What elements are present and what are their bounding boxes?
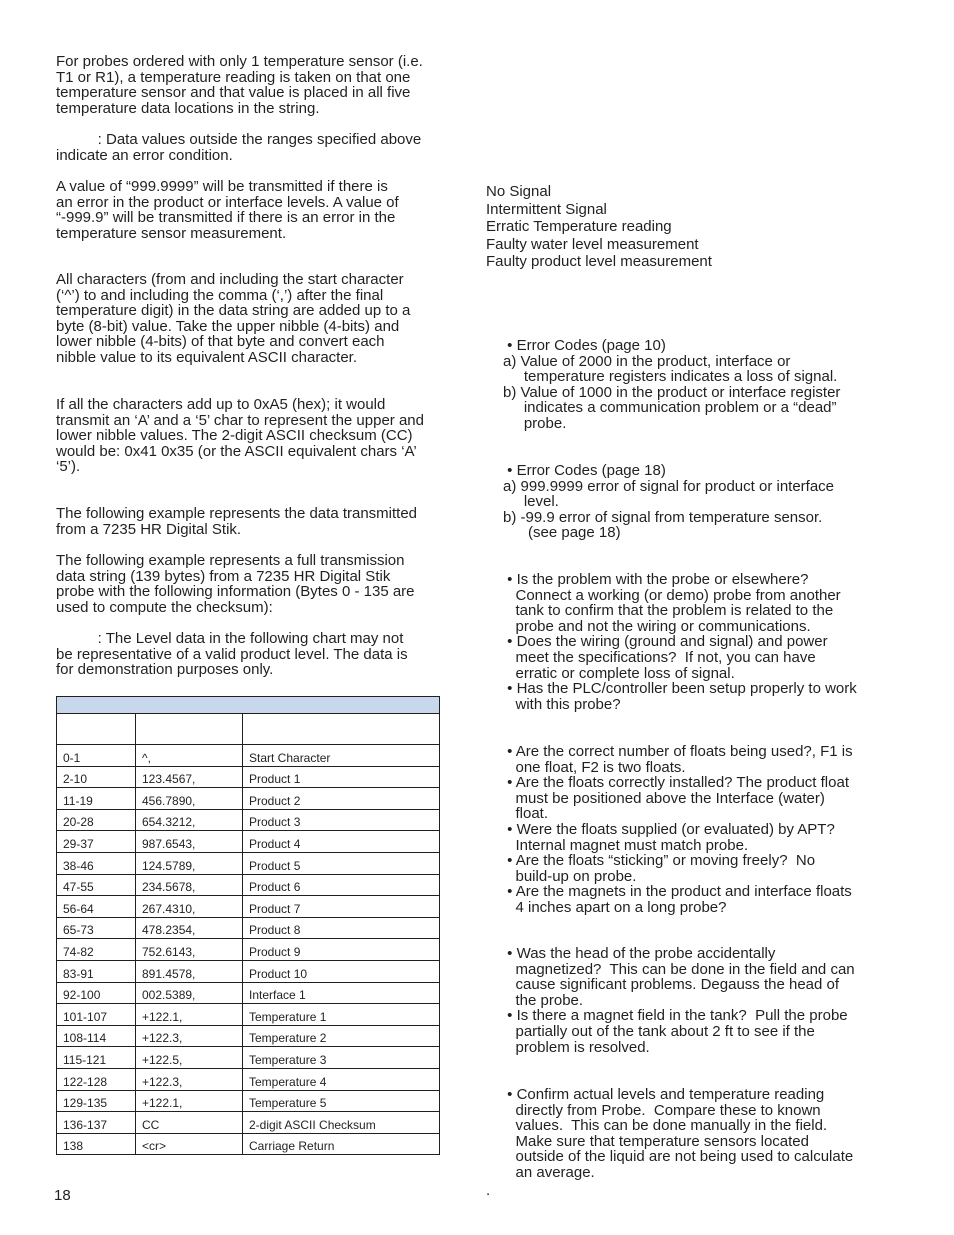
data-value-cell: 234.5678, bbox=[136, 874, 243, 896]
table-row bbox=[57, 788, 440, 810]
byte-range-cell: 101-107 bbox=[57, 1004, 136, 1026]
data-value-cell: +122.3, bbox=[136, 1025, 243, 1047]
description-cell: Product 2 bbox=[243, 788, 440, 810]
byte-range-cell: 115-121 bbox=[57, 1047, 136, 1069]
description-cell: Product 4 bbox=[243, 831, 440, 853]
table-row bbox=[57, 1133, 440, 1155]
description-cell: Temperature 1 bbox=[243, 1004, 440, 1026]
byte-range-cell: 11-19 bbox=[57, 788, 136, 810]
water-level-checks: • Are the correct number of floats being used?, F1 is one float, F2 is two floats. • Are the floats correctly installed? The product float must be positioned above the Interface (water) float. • Were the floats supplied (or evaluated) by APT? Internal magnet must match probe. • Are the floats “sticking” or moving freely? No build-up on probe. • Are the magnets in the product and interface floats 4 inches apart on a long probe? bbox=[507, 743, 853, 916]
byte-range-cell: 65-73 bbox=[57, 917, 136, 939]
table-header-row bbox=[57, 714, 440, 745]
intermittent-signal-checks: • Error Codes (page 18) a) 999.9999 error of signal for product or interface level. b) -99.9 error of signal from temperature sensor. (see page 18) bbox=[503, 462, 835, 542]
table-row bbox=[57, 982, 440, 1004]
table-row bbox=[57, 1047, 440, 1069]
data-value-cell: 987.6543, bbox=[136, 831, 243, 853]
checksum-example-paragraph: If all the characters add up to 0xA5 (hex); it would transmit an ‘A’ and a ‘5’ char to represent the upper and lower nibble values. The 2-digit ASCII checksum (CC) would be: 0x41 0x35 (or the ASCII equivalent chars ‘A’ ‘5’). bbox=[56, 396, 424, 476]
description-cell: Product 9 bbox=[243, 939, 440, 961]
table-row bbox=[57, 1025, 440, 1047]
byte-range-cell: 92-100 bbox=[57, 982, 136, 1004]
symptom-item: Erratic Temperature reading bbox=[486, 218, 672, 235]
byte-range-cell: 138 bbox=[57, 1133, 136, 1155]
description-cell: Temperature 4 bbox=[243, 1068, 440, 1090]
erratic-temperature-checks: • Is the problem with the probe or elsewhere? Connect a working (or demo) probe from another tank to confirm that the problem is related to the probe and not the wiring or communications. • Does the wiring (ground and signal) and power meet the specifications? If not, you can have erratic or complete loss of signal. • Has the PLC/controller been setup properly to work with this probe? bbox=[507, 571, 857, 713]
data-value-cell: 654.3212, bbox=[136, 809, 243, 831]
byte-range-cell: 0-1 bbox=[57, 745, 136, 767]
description-cell: Interface 1 bbox=[243, 982, 440, 1004]
table-row bbox=[57, 1068, 440, 1090]
data-value-cell: 124.5789, bbox=[136, 852, 243, 874]
symptom-list bbox=[486, 183, 712, 271]
table-row bbox=[57, 874, 440, 896]
example-intro-paragraph: The following example represents the data transmitted from a 7235 HR Digital Stik. bbox=[56, 505, 418, 538]
footer-dot: . bbox=[486, 1182, 491, 1199]
table-title-row bbox=[57, 697, 440, 714]
table-row bbox=[57, 896, 440, 918]
data-value-cell: 456.7890, bbox=[136, 788, 243, 810]
data-value-cell: <cr> bbox=[136, 1133, 243, 1155]
byte-range-cell: 29-37 bbox=[57, 831, 136, 853]
table-row bbox=[57, 1112, 440, 1134]
no-signal-checks: • Error Codes (page 10) a) Value of 2000 in the product, interface or temperature registers indicates a loss of signal. b) Value of 1000 in the product or interface register indicates a communication problem or a “dead” probe. bbox=[503, 337, 841, 432]
data-value-cell: ^, bbox=[136, 745, 243, 767]
data-value-cell: 002.5389, bbox=[136, 982, 243, 1004]
data-value-cell: 478.2354, bbox=[136, 917, 243, 939]
byte-range-cell: 2-10 bbox=[57, 766, 136, 788]
page-number: 18 bbox=[54, 1187, 71, 1204]
table-row bbox=[57, 745, 440, 767]
data-value-cell: +122.3, bbox=[136, 1068, 243, 1090]
byte-range-cell: 20-28 bbox=[57, 809, 136, 831]
level-verification-checks: • Confirm actual levels and temperature reading directly from Probe. Compare these to known values. This can be done manually in the field. Make sure that temperature sensors located outside of the liquid are not being used to calculate an average. bbox=[507, 1086, 854, 1181]
byte-range-cell: 136-137 bbox=[57, 1112, 136, 1134]
byte-range-cell: 122-128 bbox=[57, 1068, 136, 1090]
byte-range-cell: 47-55 bbox=[57, 874, 136, 896]
byte-range-cell: 74-82 bbox=[57, 939, 136, 961]
table-row bbox=[57, 1090, 440, 1112]
description-cell: Product 10 bbox=[243, 960, 440, 982]
error-value-paragraph: A value of “999.9999” will be transmitted if there is an error in the product or interface levels. A value of “-999.9” will be transmitted if there is an error in the temperature sensor measurement. bbox=[56, 178, 399, 242]
table-row bbox=[57, 809, 440, 831]
symptom-item: Faulty water level measurement bbox=[486, 235, 699, 253]
data-string-table bbox=[56, 696, 440, 1155]
byte-range-cell: 108-114 bbox=[57, 1025, 136, 1047]
data-value-cell: 267.4310, bbox=[136, 896, 243, 918]
single-sensor-paragraph: For probes ordered with only 1 temperature sensor (i.e. T1 or R1), a temperature reading is taken on that one temperature sensor and that value is placed in all five temperature data locations in the string. bbox=[56, 53, 423, 117]
data-value-cell: +122.1, bbox=[136, 1004, 243, 1026]
symptom-item: Intermittent Signal bbox=[486, 200, 607, 218]
description-cell: Product 8 bbox=[243, 917, 440, 939]
table-row bbox=[57, 766, 440, 788]
table-row bbox=[57, 917, 440, 939]
byte-range-cell: 38-46 bbox=[57, 852, 136, 874]
checksum-paragraph: All characters (from and including the start character (‘^’) to and including the comma (‘,’) after the final temperature digit) in the data string are added up to a byte (8-bit) value. Take the upper nibble (4-bits) and lower nibble (4-bits) of that byte and convert each nibble value to its equivalent ASCII character. bbox=[56, 271, 411, 366]
table-row bbox=[57, 1004, 440, 1026]
data-value-cell: 891.4578, bbox=[136, 960, 243, 982]
description-cell: Product 1 bbox=[243, 766, 440, 788]
table-row bbox=[57, 852, 440, 874]
symptom-item: No Signal bbox=[486, 183, 552, 200]
demo-data-note: : The Level data in the following chart may not be representative of a valid product level. The data is for demonstration purposes only. bbox=[56, 630, 408, 679]
table-row bbox=[57, 939, 440, 961]
data-value-cell: 123.4567, bbox=[136, 766, 243, 788]
table-row bbox=[57, 960, 440, 982]
description-cell: Product 3 bbox=[243, 809, 440, 831]
description-cell: Carriage Return bbox=[243, 1133, 440, 1155]
description-cell: Product 5 bbox=[243, 852, 440, 874]
error-range-note: : Data values outside the ranges specified above indicate an error condition. bbox=[56, 131, 422, 164]
symptom-item: Faulty product level measurement bbox=[486, 253, 712, 270]
full-transmission-paragraph: The following example represents a full transmission data string (139 bytes) from a 7235 HR Digital Stik probe with the following information (Bytes 0 - 135 are used to compute the checksum): bbox=[56, 552, 415, 616]
description-cell: Temperature 5 bbox=[243, 1090, 440, 1112]
byte-range-cell: 83-91 bbox=[57, 960, 136, 982]
byte-range-cell: 56-64 bbox=[57, 896, 136, 918]
data-value-cell: CC bbox=[136, 1112, 243, 1134]
description-cell: 2-digit ASCII Checksum bbox=[243, 1112, 440, 1134]
data-value-cell: +122.1, bbox=[136, 1090, 243, 1112]
description-cell: Product 6 bbox=[243, 874, 440, 896]
description-cell: Product 7 bbox=[243, 896, 440, 918]
description-cell: Temperature 2 bbox=[243, 1025, 440, 1047]
product-level-checks: • Was the head of the probe accidentally magnetized? This can be done in the field and can cause significant problems. Degauss the head of the probe. • Is there a magnet field in the tank? Pull the probe partially out of the tank about 2 ft to see if the problem is resolved. bbox=[507, 945, 855, 1056]
description-cell: Start Character bbox=[243, 745, 440, 767]
data-value-cell: 752.6143, bbox=[136, 939, 243, 961]
data-value-cell: +122.5, bbox=[136, 1047, 243, 1069]
description-cell: Temperature 3 bbox=[243, 1047, 440, 1069]
byte-range-cell: 129-135 bbox=[57, 1090, 136, 1112]
table-row bbox=[57, 831, 440, 853]
